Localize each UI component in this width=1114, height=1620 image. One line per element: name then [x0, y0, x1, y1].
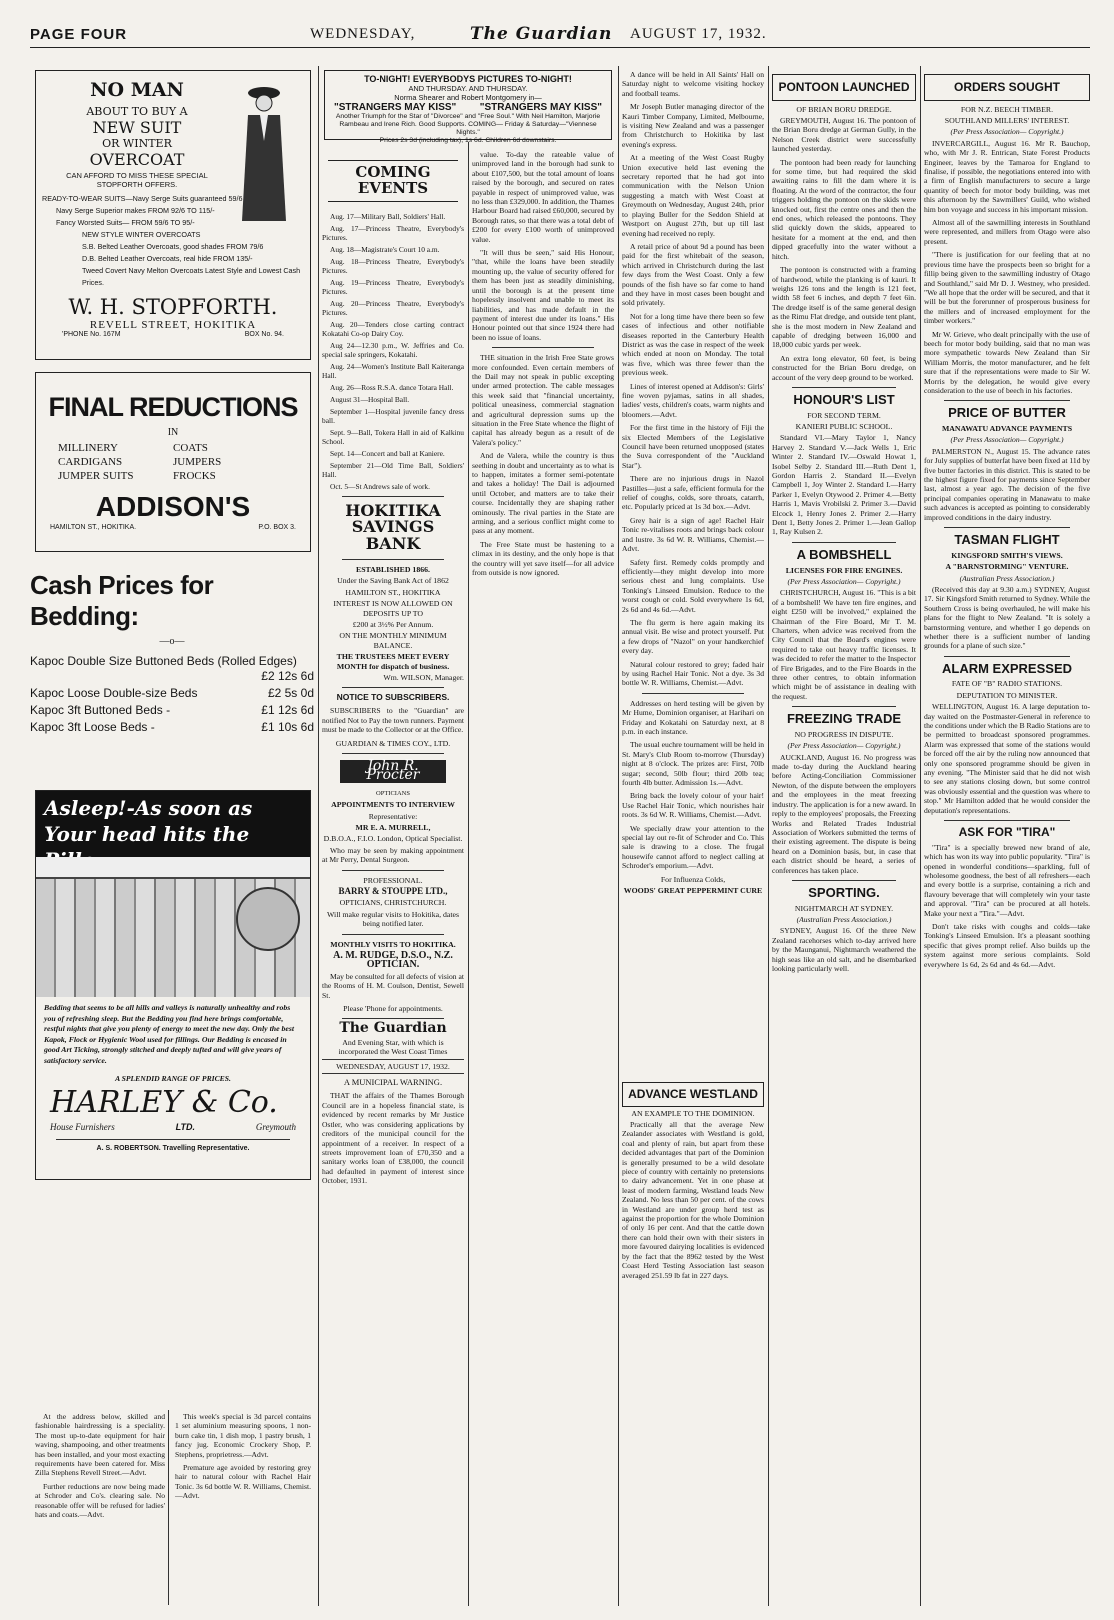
event-item: Aug. 18—Magistrate's Court 10 a.m.: [330, 244, 440, 254]
pictures-line-4: Another Triumph for the Star of "Divorcee" and "Free Soul." With Neil Hamilton, Marjorie Rambeau and Irene Rich. Good Supports. COMING— Friday & Saturday—"Viennese Nights.": [335, 113, 601, 136]
bombshell-source: (Per Press Association— Copyright.): [787, 576, 901, 586]
honour-title: HONOUR'S LIST: [793, 391, 895, 407]
editorial-paragraph: THE situation in the Irish Free State grows more confounded. Even certain members of the Dail may not speak in public excepting under armed protection. The cable messages this week said that "financial uncertainty, political uneasiness, commercial stagnation and agricultural depression sums up the situation in the Free State whence the flight of capital has already begun as a result of de Valera's policy.": [472, 353, 614, 447]
harley-furnishers: House Furnishers: [50, 1122, 115, 1132]
news-paragraph: For the first time in the history of Fiji the six Elected Members of the Legislative Council have been returned unopposed (states the Suva correspondent of the "Auckland Star").: [622, 423, 764, 470]
barry-name: BARRY & STOUPPE LTD.,: [338, 885, 448, 896]
woods-line-1: For Influenza Colds,: [660, 874, 726, 884]
tasman-source: (Australian Press Association.): [959, 573, 1055, 583]
pictures-line-3: Norma Shearer and Robert Montgomery in—: [394, 93, 542, 102]
harley-footer: [36, 1120, 310, 1134]
editorial-paragraph: THAT the affairs of the Thames Borough Council are in a hopeless financial state, is evidenced by recent remarks by Mr Justice Ostler, who was considering applications by creditors of the municipal council for the appointment of a receiver. In respect of a streets improvement loan of £70,350 and a sanitary works loan of £38,000, the council had defaulted in payment of interest since October, 1931.: [322, 1091, 464, 1186]
column-rule: [468, 142, 469, 1606]
stopforth-street: REVELL STREET, HOKITIKA: [89, 318, 257, 331]
sporting-subtitle: NIGHTMARCH AT SYDNEY.: [794, 903, 894, 913]
advance-westland-article: [622, 1080, 764, 1605]
tasman-body: (Received this day at 9.30 a.m.) SYDNEY, August 17. Sir Kingsford Smith returned to Sydney. While the Southern Cross is being overhauled, he will make his plans for the flight to New Zealand. "It is solely a barnstorming venture, and whether I go depends on whether there is a sufficient number of landing grounds for a plane of such size.": [924, 584, 1090, 651]
butter-subtitle: MANAWATU ADVANCE PAYMENTS: [941, 424, 1073, 434]
film-title: "STRANGERS MAY KISS": [479, 102, 602, 113]
orders-paragraph: "There is justification for our feeling that at no previous time have the prospects been so bright for a fillip being given to the sawmilling industry of Otago and Southland," said Mr D. J. Westney, who presided. "We all hope that the order will be secured, and that it will be but the forerunner of prosperous business for the millers and of increased employment for the timber workers.": [924, 250, 1090, 326]
bedding-row: [30, 685, 314, 702]
event-item: August 31—Hospital Ball.: [330, 394, 410, 404]
orders-paragraph: Almost all of the sawmilling interests in Southland were represented, and millers from Otago were also present.: [924, 218, 1090, 246]
news-paragraph: At a meeting of the West Coast Rugby Union executive held last evening the secretary reported that he had got into communication with the Nelson Union suggesting a match with West Coast at Greymouth on Wednesday, August 24th, prior to playing Buller for the Seddon Shield at Westport on August 27th, but up till last evening had received no reply.: [622, 153, 764, 238]
savings-interest: INTEREST IS NOW ALLOWED ON DEPOSITS UP TO: [333, 599, 453, 618]
event-item: Aug 24—12.30 p.m., W. Jeffries and Co. special sale springers, Kokatahi.: [322, 340, 464, 359]
column-5: [772, 70, 916, 1605]
news-paragraph: A retail price of about 9d a pound has been paid for the first whitebait of the season, which arrived in Christchurch during the last few days from the West Coast. Only a few pounds of the fish have so far come to hand and they have in most cases been bought and sold privately.: [622, 241, 764, 308]
header-day: WEDNESDAY,: [310, 26, 416, 42]
guardian-date: WEDNESDAY, AUGUST 17, 1932.: [322, 1059, 464, 1074]
barry-line-2: OPTICIANS, CHRISTCHURCH.: [339, 898, 447, 908]
event-item: September 1—Hospital juvenile fancy dress ball.: [322, 406, 464, 425]
paragraph: Further reductions are now being made at Schroder and Co's. clearing sale. No reasonable offer will be refused for ladies' hats and coats.—Advt.: [35, 1481, 165, 1520]
stopforth-heading-4: OR WINTER: [102, 136, 172, 150]
bombshell-title: A BOMBSHELL: [796, 546, 892, 562]
pontoon-paragraph: An extra long elevator, 60 feet, is being constructed for the Brian Boru dredge, on account of the very deep ground to be worked.: [772, 353, 916, 382]
stopforth-heading-3: NEW SUIT: [92, 117, 182, 137]
butter-body: PALMERSTON N., August 15. The advance rates for July supplies of butterfat have been fixed at 11d by five butter factories in this district. This is stated to be the highest figure fixed for payments since September last, almost a year ago. The decision of the five principal companies operating in Manawatu to make such advances is accepted as pointing to considerably improved conditions in the dairy industry.: [924, 446, 1090, 522]
harley-rep: A. S. ROBERTSON. Travelling Representative.: [96, 1145, 250, 1152]
stopforth-line: Fancy Worsted Suits— FROM 59/6 TO 95/-: [56, 217, 195, 227]
addisons-item: FROCKS: [173, 470, 216, 483]
pontoon-paragraph: GREYMOUTH, August 16. The pontoon of the Brian Boru dredge at German Gully, in the Nelson Creek district were successfully launched yesterday.: [772, 116, 916, 154]
stopforth-contact: [42, 331, 304, 338]
alarm-subtitle: FATE OF "B" RADIO STATIONS.: [951, 679, 1063, 689]
bedding-row: [30, 719, 314, 736]
bedding-item-name: Kapoc 3ft Buttoned Beds -: [30, 703, 171, 717]
guardian-subtitle: And Evening Star, with which is incorporated the West Coast Times: [338, 1037, 448, 1057]
harley-body: Bedding that seems to be all hills and valleys is naturally unhealthy and robs you of refreshing sleep. But the Bedding you find here brings comfortable, restful nights that give you plenty of energy to meet the new day. Only the best Kapok, Flock or Hygienic Wool used for fillings. Our Bedding is encased in good Art Ticking, strongly stitched and deeply tufted and will give years of satisfactory service.: [44, 1003, 295, 1065]
orders-subtitle-2: SOUTHLAND MILLERS' INTEREST.: [944, 116, 1070, 125]
editorial-paragraph: And de Valera, while the country is thus seething in doubt and uncertainty as to what is to happen, imitates a former semi-potentate and takes a holiday! The Dail is adjourned until October, and matters are to take their course. Incidentally they are shaping rather ominously. The rival parties in the State are arming, and a serious conflict might come to pass at any moment.: [472, 451, 614, 536]
tira-body-2: Don't take risks with coughs and colds—take Tonking's Linseed Emulsion. It's a pleasant soothing specific that gives prompt relief. Also builds up the system against more serious complaints. Sold everywhere 1s 6d, 2s 6d and 4s 6d.—Advt.: [924, 921, 1090, 969]
bedding-item-price: £1 12s 6d: [261, 703, 314, 717]
page-header: [30, 22, 1090, 48]
alarm-subtitle-2: DEPUTATION TO MINISTER.: [956, 690, 1058, 700]
tira-title: ASK FOR "TIRA": [958, 825, 1056, 840]
monthly-visits: MONTHLY VISITS TO HOKITIKA.: [330, 939, 456, 949]
left-bottom-column-b: [175, 1412, 311, 1602]
events-list: [322, 212, 464, 491]
event-item: Aug. 19—Princess Theatre, Everybody's Pictures.: [322, 277, 464, 296]
paragraph: At the address below, skilled and fashionable hairdressing is a speciality. The most up-to-date equipment for hair waving, shampooing, and other treatments has been installed, and your most exacting requirements have been catered for. Miss Zilla Stephens Revell Street.—Advt.: [35, 1412, 165, 1478]
bedding-advert: [30, 570, 314, 780]
butter-source: (Per Press Association— Copyright.): [950, 435, 1064, 445]
column-rule: [768, 66, 769, 1606]
bombshell-subtitle: LICENSES FOR FIRE ENGINES.: [785, 565, 903, 575]
stopforth-line: Navy Serge Superior makes FROM 92/6 TO 115/-: [56, 205, 215, 215]
editorial-paragraph: "It will thus be seen," said His Honour, "that, while the loans have been steadily mounting up, the value of security offered for them has been just as steadily diminishing, until the borough is at the present time hopelessly insolvent and unable to meet its liabilities, and has made default in the payment of interest due under its loans." His Honour pointed out that since 1924 there had been no issue of loans.: [472, 248, 614, 342]
alarm-body: WELLINGTON, August 16. A large deputation to-day waited on the Postmaster-General in reference to the conditions under which the B Radio Stations are to be permitted to broadcast sponsored programmes. Alarm was expressed that some of the stations would be forced off the air by the ruling now announced that only one sponsored programme should be given in any evening. "The Minister said that he did not wish to see any stations closing down, but some control was obviously essential and the question was where to stop." Mr Hamilton added that he would consider the deputation's representations.: [924, 702, 1090, 815]
woods-line-2: WOODS' GREAT PEPPERMINT CURE: [623, 886, 763, 896]
news-paragraph: The flu germ is here again making its annual visit. Be wise and protect yourself. Put a few drops of "Nazol" on your handkerchief every day.: [622, 617, 764, 656]
addisons-item: CARDIGANS: [58, 456, 123, 469]
harley-advert: [35, 790, 311, 1180]
stopforth-line: NEW STYLE WINTER OVERCOATS: [82, 229, 201, 239]
addisons-box: P.O. BOX 3.: [258, 523, 296, 531]
stopforth-line: READY-TO-WEAR SUITS—Navy Serge Suits guaranteed 59/6: [42, 193, 243, 203]
rudge-body: May be consulted for all defects of vision at the Rooms of H. M. Coulson, Dentist, Sewell St.: [322, 971, 464, 1000]
event-item: Oct. 5—St Andrews sale of work.: [330, 481, 430, 491]
film-title: "STRANGERS MAY KISS": [334, 102, 457, 113]
left-bottom-column-a: [35, 1412, 165, 1602]
professional-heading: PROFESSIONAL.: [363, 875, 423, 885]
tira-body: "Tira" is a specially brewed new brand of ale, which has won its way into public popularity. "Tira" is opened in wonderful conditions—sparkling, full of wholesome goodness, the best of all refreshers—each and every bottle is a surprise, containing a rich and flavoury beverage that will completely win your taste and approval. "Tira" can be procured at all hotels. Make your next a "Tira."—Advt.: [924, 842, 1090, 918]
pictures-line-5: Prices 2s 3d (including tax), 1s 6d. Children 6d downstairs.: [379, 137, 557, 144]
harley-headline: Asleep!-As soon as Your head hits the: [36, 791, 310, 857]
freezing-subtitle: NO PROGRESS IN DISPUTE.: [794, 729, 894, 739]
bedding-price-list: [30, 653, 314, 736]
freezing-title: FREEZING TRADE: [786, 711, 902, 727]
news-paragraph: Addresses on herd testing will be given by Mr Hume, Dominion organiser, at Harihari on Friday and Kokatahi on Saturday next, at 8 p.m. in each instance.: [622, 698, 764, 736]
orders-subtitle-1: FOR N.Z. BEECH TIMBER.: [960, 104, 1054, 114]
event-item: September 21—Old Time Ball, Soldiers' Hall.: [322, 460, 464, 479]
column-rule: [920, 66, 921, 1606]
tasman-title: TASMAN FLIGHT: [954, 532, 1060, 548]
addisons-name: ADDISON'S: [95, 491, 251, 523]
orders-title: ORDERS SOUGHT: [924, 74, 1090, 101]
bedding-title: Cash Prices for Bedding:: [30, 570, 214, 631]
rudge-name: A. M. RUDGE, D.S.O., N.Z. OPTICIAN.: [333, 950, 453, 971]
sporting-body: SYDNEY, August 16. Of the three New Zealand racehorses which to-day arrived here by the Maunganui, Nightmarch weathered the high seas like an old salt, and he disembarked looking particularly well.: [772, 926, 916, 974]
event-item: Aug. 20—Princess Theatre, Everybody's Pictures.: [322, 298, 464, 317]
savings-act: Under the Saving Bank Act of 1862: [337, 576, 449, 586]
orders-source: (Per Press Association— Copyright.): [950, 127, 1064, 137]
column-6: [924, 70, 1090, 1605]
pictures-titles: [328, 102, 608, 113]
news-paragraph: Lines of interest opened at Addison's: Girls' fine woven pyjamas, satins in all shades, ladies' vests, children's coats, warm nights and bloomers.—Advt.: [622, 381, 764, 419]
butter-title: PRICE OF BUTTER: [948, 405, 1066, 421]
alarm-title: ALARM EXPRESSED: [941, 660, 1073, 676]
event-item: Aug. 17—Military Ball, Soldiers' Hall.: [330, 211, 446, 221]
stopforth-phone: 'PHONE No. 167M: [62, 330, 121, 338]
procter-qualifications: D.B.O.A., F.I.O. London, Optical Specialist.: [323, 834, 463, 844]
procter-body: Who may be seen by making appointment at Mr Perry, Dental Surgeon.: [322, 845, 464, 865]
addisons-item: MILLINERY: [58, 442, 118, 455]
addisons-items: [42, 438, 304, 486]
bedding-item-price: £2 5s 0d: [267, 686, 314, 700]
procter-rep-name: MR E. A. MURRELL,: [355, 822, 431, 832]
stopforth-heading-5: OVERCOAT: [89, 149, 185, 169]
news-paragraph: Natural colour restored to grey; faded hair by using Rachel Hair Tonic. Not a dye. 3s 3d bottle W. R. Williams, Chemist.—Advt.: [622, 659, 764, 688]
savings-address: HAMILTON ST., HOKITIKA: [345, 587, 441, 597]
bedding-item-name: Kapoc Loose Double-size Beds: [30, 686, 198, 700]
event-item: Aug. 18—Princess Theatre, Everybody's Pictures.: [322, 256, 464, 275]
page-number: PAGE FOUR: [30, 26, 128, 43]
stopforth-heading-1: NO MAN: [90, 79, 184, 101]
stopforth-line: Tweed Covert Navy Melton Overcoats Latest Style and Lowest Cash Prices.: [82, 265, 301, 287]
gentleman-illustration: [234, 81, 294, 231]
pontoon-subtitle: OF BRIAN BORU DREDGE.: [796, 104, 892, 114]
savings-trustees: THE TRUSTEES MEET EVERY MONTH for dispatch of business.: [336, 652, 450, 671]
savings-rate: £200 at 3½% Per Annum.: [352, 619, 434, 629]
pictures-line-2: AND THURSDAY. AND THURSDAY.: [408, 84, 528, 93]
harley-town: Greymouth: [255, 1122, 296, 1132]
sporting-source: (Australian Press Association.): [796, 915, 892, 924]
procter-logo: John R. Procter: [340, 760, 446, 783]
pontoon-title: PONTOON LAUNCHED: [772, 74, 916, 101]
bedding-ornament: —o—: [159, 636, 185, 647]
addisons-item: JUMPERS: [173, 456, 222, 469]
news-paragraph: Not for a long time have there been so few cases of infectious and other notifiable diseases reported in the Canterbury Health District as was the case in respect of the week which ended at noon on Monday. The total was five, which was three fewer than the previous week.: [622, 311, 764, 378]
addisons-item: COATS: [173, 442, 208, 455]
savings-manager: Wm. WILSON, Manager.: [383, 672, 464, 682]
editorial-paragraph: value. To-day the rateable value of unimproved land in the borough had sunk to about £107,500, but the total amount of loans raised by the borough, and secured on rates payable in respect of unimproved value, was no less than £329,000. In addition, the Thames Harbour Board had raised £60,000, secured by Borough rates, so that there was a total debt of £200 for every £100 worth of unimproved value.: [472, 150, 614, 244]
addisons-in: IN: [167, 427, 179, 439]
pictures-advert: [324, 70, 612, 144]
bombshell-body: CHRISTCHURCH, August 16. "This is a bit of a bombshell! We have ten fire engines, and eight £250 will be involved," explained the Chairman of the Fire Board, Mr T. M. Charters, when advice was received from the City Council that the Board's engines were required to take out heavy traffic licenses. It was decided to refer the matter to the Inspector of Fire Brigades, and to the Fire Boards in the three other centres, to obtain information which might be of assistance in dealing with the request.: [772, 588, 916, 701]
column-rule: [618, 66, 619, 1606]
news-paragraph: Grey hair is a sign of age! Rachel Hair Tonic re-vitalises roots and brings back colour and lustre. 3s 6d W. R. Williams, Chemist.—Advt.: [622, 515, 764, 554]
barry-line-3: Will make regular visits to Hokitika, dates being notified later.: [327, 909, 459, 929]
column-rule: [318, 66, 319, 1606]
freezing-body: AUCKLAND, August 16. No progress was made to-day during the Auckland hearing before Acting-Conciliation Commissioner Newton, of the dispute between the employers and the employees in the meat freezing industry. The application is for a new award. In reply to the employees' proposals, the Freezing Works and Related Trades Industrial Association of Workers submitted the terms of their existing agreement. The dispute is being heard on a Dominion basis, but, in case that each district should be heard, a series of conferences has taken place.: [772, 752, 916, 875]
header-paper-title: The Guardian: [470, 24, 613, 44]
honour-body: Standard VI.—Mary Taylor 1, Nancy Harvey 2. Standard V.—Jack Wells 1, Eric Winter 2. Standard IV.—Oswald Howat 1, Isobel Selby 2. Standard III.—Ruth Dent 1, Gordon Harris 2. Standard II.—Evelyn Campbell 1, Joy Winter 2. Standard I.—Harry Parker 1, Evelyn Otywood 2. Primer 4.—Betty Harris 1, Mavis Vrobilski 2. Primer 3.—David Elcock 1, Henry Jones 2. Primer 2.—Harry Dent 1, Betty Jones 2. Primer 1.—Jean Gallop 1, Ray Kulsen 2.: [772, 433, 916, 537]
column-rule: [168, 1410, 169, 1605]
news-paragraph: Bring back the lovely colour of your hair! Use Rachel Hair Tonic, which nourishes hair roots. 3s 6d W. R. Williams, Chemist.—Advt.: [622, 791, 764, 820]
addisons-address: HAMILTON ST., HOKITIKA.: [50, 523, 137, 531]
column-2: [322, 150, 464, 1605]
pontoon-paragraph: The pontoon is constructed with a framing of hardwood, while the planking is of kauri. It weighs 126 tons and the length is 121 feet, width 58 feet 6 inches, and depth 7 feet 6in. The dredge itself is of the same general design as the Rimu Flat dredge, and outside tent plant, she is the most modern in New Zealand and capable of dredging between 16,000 and 18,000 cubic yards per week.: [772, 265, 916, 350]
stopforth-heading-2: ABOUT TO BUY A: [86, 104, 188, 118]
bedding-item-name: Kapoc Double Size Buttoned Beds (Rolled Edges): [30, 654, 297, 668]
notice-body: SUBSCRIBERS to the "Guardian" are notified Not to Pay the town runners. Payment must be made to the Collector or at the Office.: [322, 706, 464, 735]
bedding-item-price: £1 10s 6d: [261, 720, 314, 734]
savings-minimum: ON THE MONTHLY MINIMUM BALANCE.: [339, 631, 447, 650]
procter-logo-sub: OPTICIANS: [376, 789, 410, 797]
savings-established: ESTABLISHED 1866.: [356, 564, 430, 574]
advance-body: Practically all that the average New Zealander associates with Westland is gold, coal and plenty of rain, but apart from these decided advantages that part of the Dominion is generally presumed to be a wild desolate piece of country with certainly no pretensions to dairy advancement. Yet in one phase at least of modern farming, Westland leads New Zealand. No less than 50 per cent. of the cows in Westland are under group herd test as against the proportion for the whole Dominion of only 16 per cent. And that the cattle down there can hold their own with their sisters in more favoured dairying localities is evidenced by the fact that the 8962 tested by the West Coast Herd Testing Association last season averaged 251.59 lb fat in 227 days.: [622, 1120, 764, 1280]
paragraph: This week's special is 3d parcel contains 1 set aluminium measuring spoons, 1 non-burn cake tin, 1 dish mop, 1 pastry brush, 1 fancy jug. Economic Crockery Shop, P. Stephens, proprietress.—Advt.: [175, 1412, 311, 1459]
header-date: AUGUST 17, 1932.: [630, 26, 767, 42]
event-item: Aug. 26—Ross R.S.A. dance Totara Hall.: [330, 382, 454, 392]
bedding-item-name: Kapoc 3ft Loose Beds -: [30, 720, 155, 734]
procter-rep-label: Representative:: [368, 811, 418, 821]
event-item: Sept. 14—Concert and ball at Kaniere.: [330, 448, 445, 458]
addisons-title: FINAL REDUCTIONS: [48, 392, 298, 422]
mattress-illustration: [36, 857, 310, 997]
savings-title: HOKITIKA SAVINGS BANK: [345, 500, 441, 554]
freezing-source: (Per Press Association— Copyright.): [787, 741, 901, 751]
editorial-heading: A MUNICIPAL WARNING.: [343, 1077, 443, 1088]
advance-subtitle: AN EXAMPLE TO THE DOMINION.: [631, 1108, 755, 1118]
honour-subtitle: FOR SECOND TERM.: [807, 410, 881, 420]
stopforth-advert: [35, 70, 311, 360]
bedding-row: [30, 702, 314, 719]
news-paragraph: Mr Joseph Butler managing director of the Kauri Timber Company, Limited, Melbourne, is visiting New Zealand and was a passenger from Christchurch to Hokitika by last evening's express.: [622, 102, 764, 149]
bedding-item-price: £2 12s 6d: [261, 669, 314, 683]
stopforth-line: S.B. Belted Leather Overcoats, good shades FROM 79/6: [82, 241, 264, 251]
event-item: Aug. 24—Women's Institute Ball Kaiteranga Hall.: [322, 361, 464, 380]
stopforth-name: W. H. STOPFORTH.: [68, 294, 278, 319]
news-paragraph: We specially draw your attention to the special lay out re-fit of Schroder and Co. This sale is drawing to a close. The frugal housewife cannot afford to neglect calling at Schroder's emporium.—Advt.: [622, 823, 764, 871]
sporting-title: SPORTING.: [808, 884, 880, 900]
addisons-contact: [42, 524, 304, 531]
notice-sign: GUARDIAN & TIMES COY., LTD.: [335, 738, 451, 748]
stopforth-heading-6: CAN AFFORD TO MISS THESE SPECIAL STOPFORTH OFFERS.: [66, 170, 208, 189]
harley-name: HARLEY & Co.: [50, 1085, 278, 1120]
news-paragraph: Safety first. Remedy colds promptly and efficiently—they might develop into more serious chest and lung complaints. Use Tonking's Linseed Emulsion. Reduce to the worst cough or cold. Sold everywhere 1s 6d, 2s 6d and 4s 6d.—Advt.: [622, 557, 764, 614]
column-3: [472, 150, 614, 1605]
tasman-subtitle: KINGSFORD SMITH'S VIEWS.: [951, 550, 1063, 560]
addisons-advert: [35, 372, 311, 552]
orders-paragraph: INVERCARGILL, August 16. Mr R. Bauchop, who, with Mr J. R. Entrican, State Forest Products Engineer, leaves by the Tamaroa for England to finalise, if possible, the negotiations entered into with a firm of English manufacturers to secure a large quantity of beech for motor body building, was met this afternoon by the Sawmillers' Guild, who wished him bon voyage and success in his important mission.: [924, 138, 1090, 214]
orders-paragraph: Mr W. Grieve, who dealt principally with the use of beech for motor body building, said that no man was more sympathetic towards New Zealand than Sir William Morris, the motor manufacturer, and he felt sure that if the representations were made to Sir W. Morris by the delegation, he would give every consideration to the use of beech in his factories.: [924, 329, 1090, 395]
harley-range: A SPLENDID RANGE OF PRICES.: [115, 1074, 231, 1083]
paragraph: Premature age avoided by restoring grey hair to natural colour with Rachel Hair Tonic. 3s 6d bottle W. R. Williams, Chemist.—Advt.: [175, 1463, 311, 1501]
advance-title: ADVANCE WESTLAND: [622, 1082, 764, 1107]
guardian-masthead: The Guardian: [339, 1020, 447, 1037]
pontoon-paragraph: The pontoon had been ready for launching for some time, but had required the skid awaiting rains to fill the dam where it is floating. At the word of the contractor, the four triggers holding the pontoon on the skids were knocked out, first the centre ones and then the end ones, which released the pontoons. They slid quickly down the skids, appeared to hesitate for a moment at the end, and then dipped gracefully into the water without a hitch.: [772, 157, 916, 261]
editorial-paragraph: The Free State must be hastening to a climax in its destiny, and the only hope is that the country will yet save itself—for all advice from outside is now ignored.: [472, 539, 614, 578]
event-item: Aug. 20—Tenders close carting contract Kokatahi Co-op Dairy Coy.: [322, 319, 464, 338]
harley-ltd: LTD.: [175, 1122, 195, 1132]
stopforth-line: D.B. Belted Leather Overcoats, real hide FROM 135/-: [82, 253, 253, 263]
tasman-subtitle-2: A "BARNSTORMING" VENTURE.: [945, 562, 1069, 572]
event-item: Sept. 9—Ball, Tokera Hall in aid of Kalkinu School.: [322, 427, 464, 446]
honour-school: KANIERI PUBLIC SCHOOL.: [795, 422, 893, 432]
stopforth-box: BOX No. 94.: [244, 330, 284, 338]
event-item: Aug. 17—Princess Theatre, Everybody's Pictures.: [322, 223, 464, 242]
procter-appointments: APPOINTMENTS TO INTERVIEW: [331, 800, 455, 810]
rudge-phone: Please 'Phone for appointments.: [343, 1004, 443, 1014]
news-paragraph: The usual euchre tournament will be held in St. Mary's Club Room to-morrow (Thursday) night at 8 o'clock. The prizes are: First, 70lb sugar; second, 50lb flour; third 20lb tea; fourth 4lb butter. Admission 1s.—Advt.: [622, 740, 764, 788]
news-paragraph: There are no injurious drugs in Nazol Pastilles—just a safe, efficient formula for the relief of coughs, colds, sore throats, catarrh, etc. Popularly priced at 1s 3d box.—Advt.: [622, 474, 764, 512]
pictures-line-1: TO-NIGHT! EVERYBODYS PICTURES TO-NIGHT!: [364, 74, 572, 84]
addisons-item: JUMPER SUITS: [58, 470, 134, 483]
notice-title: NOTICE TO SUBSCRIBERS.: [336, 692, 450, 703]
events-title: COMING EVENTS: [328, 160, 458, 202]
news-paragraph: A dance will be held in All Saints' Hall on Saturday night to welcome visiting hockey and football teams.: [622, 70, 764, 98]
